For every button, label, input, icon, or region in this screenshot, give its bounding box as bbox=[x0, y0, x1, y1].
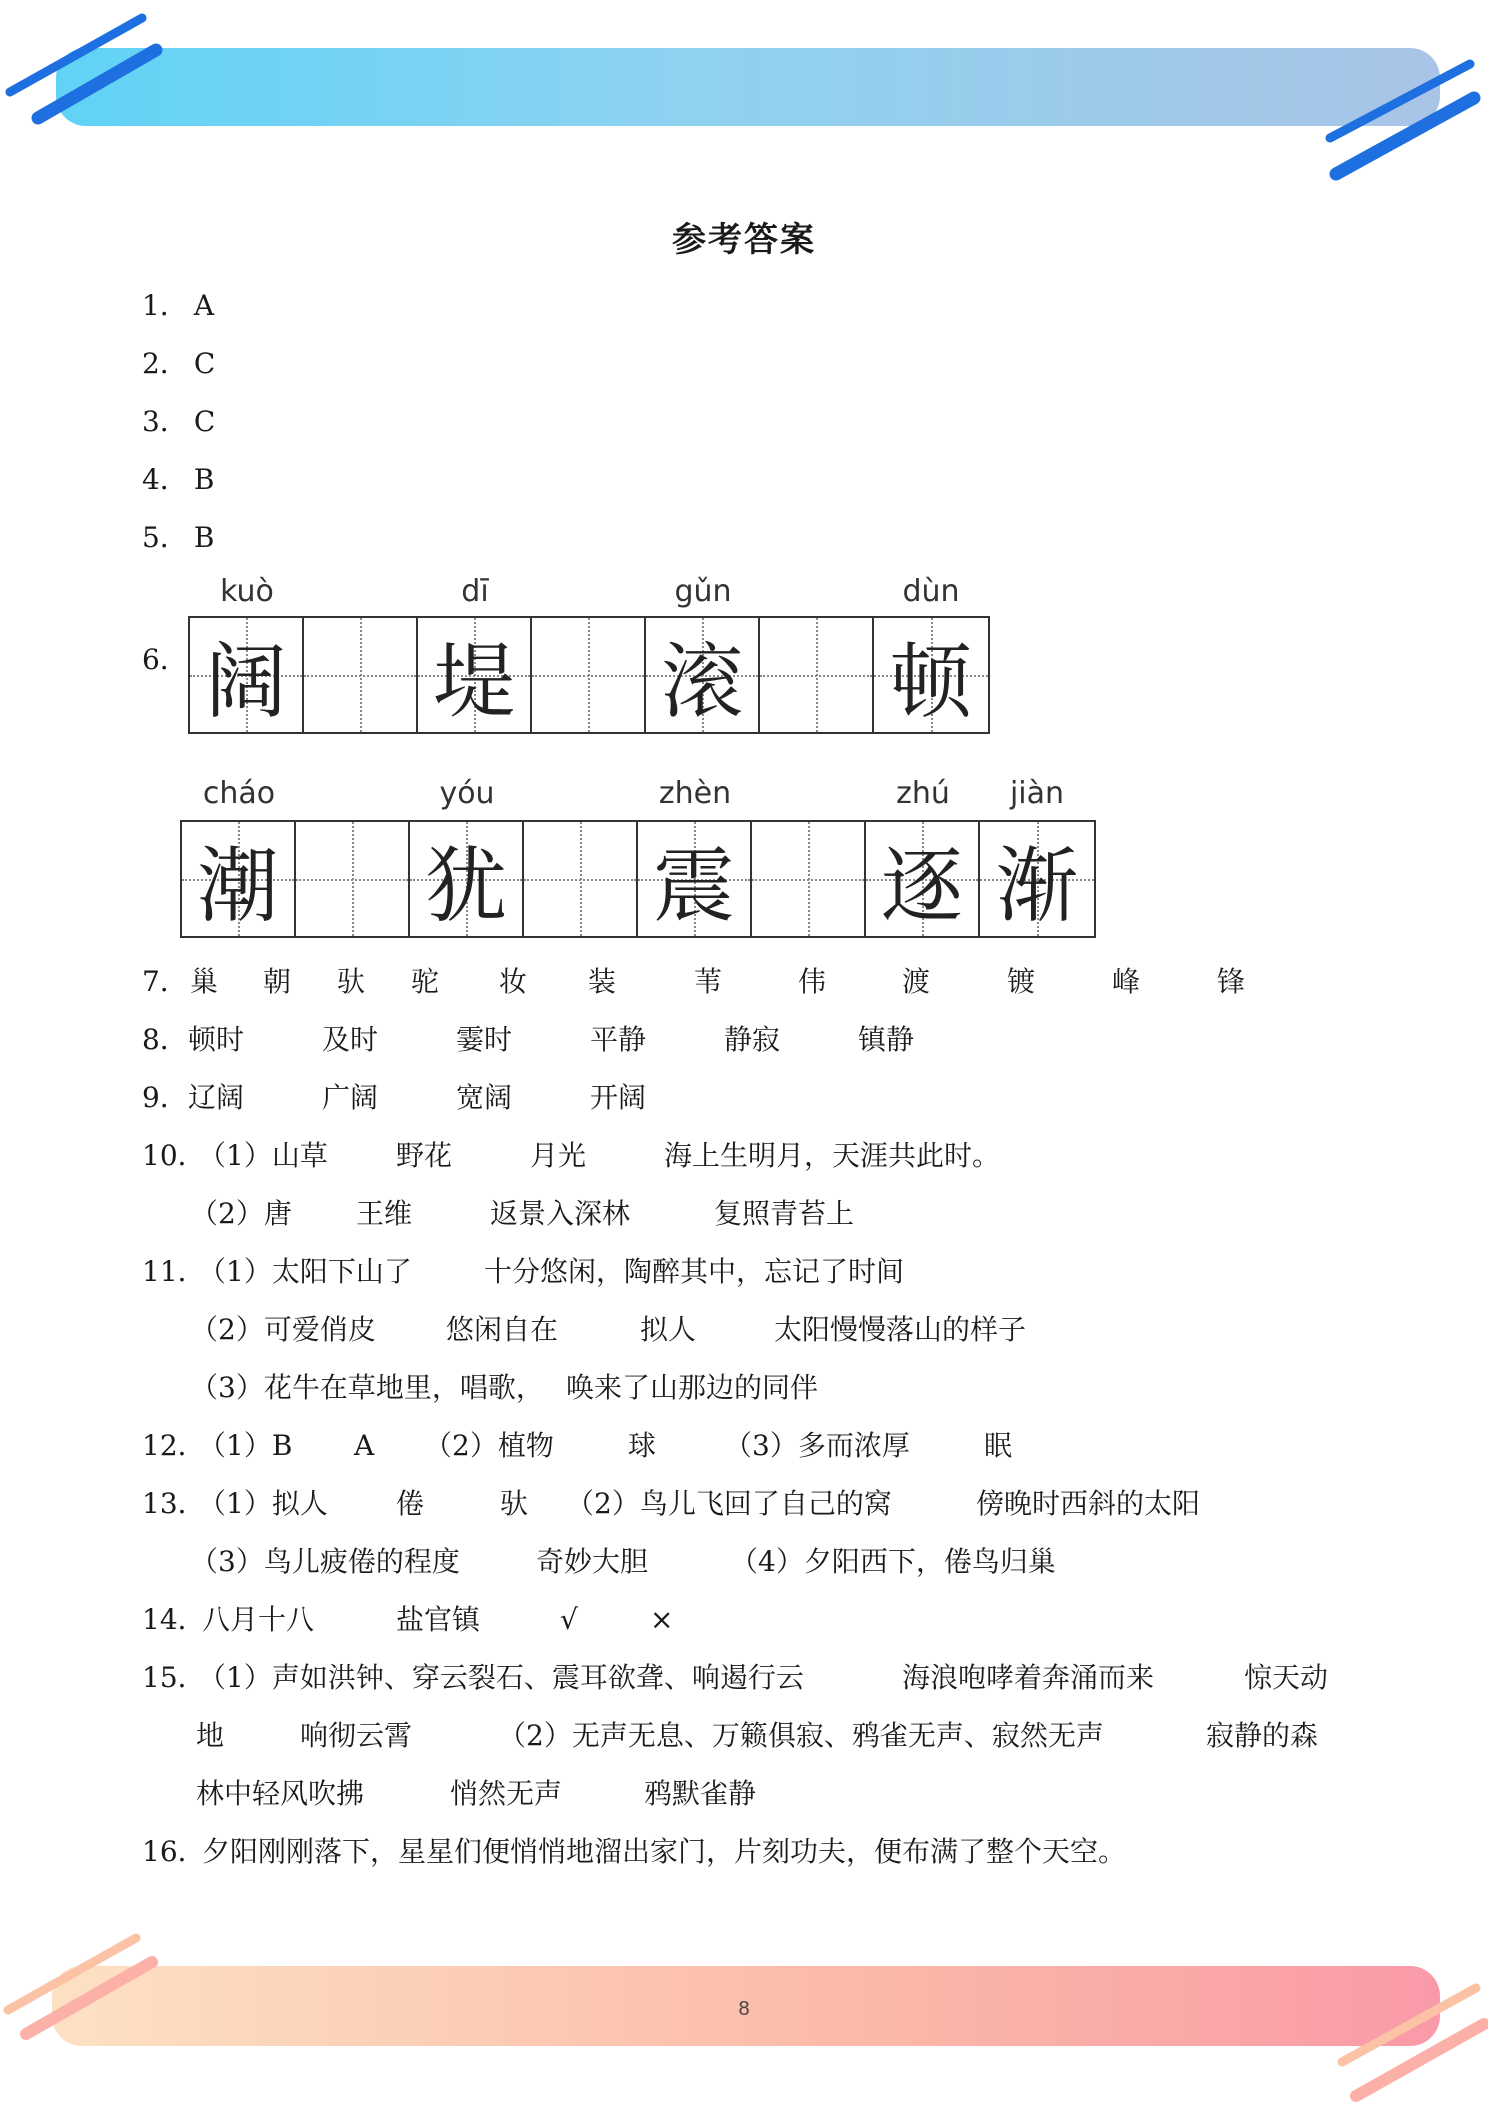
answer-item: 拟人 bbox=[640, 1313, 697, 1346]
answer-item: 倦 bbox=[396, 1487, 425, 1520]
answer-item: （2）唐 bbox=[190, 1197, 292, 1230]
answer-item: 地 bbox=[196, 1719, 225, 1752]
writing-grid-row-2 bbox=[180, 820, 1096, 938]
answer-item: 及时 bbox=[322, 1023, 379, 1056]
grid-cell: 堤 bbox=[418, 618, 532, 732]
grid-cell: 逐 bbox=[866, 822, 980, 936]
answer-item: 广阔 bbox=[322, 1081, 379, 1114]
answer-item: 唤来了山那边的同伴 bbox=[566, 1371, 819, 1404]
answer-item: 平静 bbox=[590, 1023, 647, 1056]
answer-item: （3）花牛在草地里，唱歌， bbox=[190, 1371, 544, 1404]
answer-item: 月光 bbox=[530, 1139, 587, 1172]
grid-cell: 潮 bbox=[182, 822, 296, 936]
pinyin: zhú bbox=[896, 776, 950, 811]
pinyin: cháo bbox=[202, 776, 276, 811]
answer-item: 球 bbox=[628, 1429, 657, 1462]
grid-cell bbox=[296, 822, 410, 936]
answer-item: （3）鸟儿疲倦的程度 bbox=[190, 1545, 460, 1578]
answer-item: 渡 bbox=[902, 965, 931, 998]
grid-cell bbox=[760, 618, 874, 732]
answer-item: （1）山草 bbox=[198, 1139, 328, 1172]
answer-item: 霎时 bbox=[456, 1023, 513, 1056]
answer-item: （1）B bbox=[198, 1429, 293, 1462]
answer-item: 鸦默雀静 bbox=[644, 1777, 757, 1810]
grid-cell bbox=[304, 618, 418, 732]
grid-cell: 犹 bbox=[410, 822, 524, 936]
answer-item: 复照青苔上 bbox=[714, 1197, 855, 1230]
answer-item: 宽阔 bbox=[456, 1081, 513, 1114]
answer-item: （4）夕阳西下，倦鸟归巢 bbox=[730, 1545, 1056, 1578]
answer-item: 海上生明月，天涯共此时。 bbox=[664, 1139, 1001, 1172]
page-title: 参考答案 bbox=[672, 220, 816, 260]
answer-item: 妆 bbox=[499, 965, 528, 998]
pinyin: dī bbox=[461, 574, 489, 609]
answer-item: 苇 bbox=[694, 965, 723, 998]
answer-item: 锋 bbox=[1217, 965, 1246, 998]
answer-item: 八月十八 bbox=[202, 1603, 315, 1636]
answer-item: 太阳慢慢落山的样子 bbox=[774, 1313, 1027, 1346]
grid-cell: 滚 bbox=[646, 618, 760, 732]
answer-item: A bbox=[354, 1429, 375, 1462]
answer-item: （2）无声无息、万籁俱寂、鸦雀无声、寂然无声 bbox=[498, 1719, 1104, 1752]
grid-cell: 震 bbox=[638, 822, 752, 936]
answer-item: 镀 bbox=[1007, 965, 1036, 998]
answer-item: 夕阳刚刚落下，星星们便悄悄地溜出家门，片刻功夫，便布满了整个天空。 bbox=[202, 1835, 1127, 1868]
answer-item: 林中轻风吹拂 bbox=[196, 1777, 365, 1810]
answer-item: 眠 bbox=[984, 1429, 1013, 1462]
check-mark: √ bbox=[560, 1603, 578, 1636]
answer-item: （1）声如洪钟、穿云裂石、震耳欲聋、响遏行云 bbox=[198, 1661, 804, 1694]
pinyin: yóu bbox=[439, 776, 495, 811]
answer-item: 盐官镇 bbox=[396, 1603, 481, 1636]
writing-grid-row-1 bbox=[188, 616, 990, 734]
answer-item: 驼 bbox=[411, 965, 440, 998]
answer-item: （1）太阳下山了 bbox=[198, 1255, 412, 1288]
answer-item: 悄然无声 bbox=[450, 1777, 563, 1810]
answer-item: （2）鸟儿飞回了自己的窝 bbox=[566, 1487, 892, 1520]
answer-item: 静寂 bbox=[724, 1023, 781, 1056]
answer-item: 驮 bbox=[500, 1487, 529, 1520]
answer-item: 傍晚时西斜的太阳 bbox=[976, 1487, 1201, 1520]
answer-item: 野花 bbox=[396, 1139, 453, 1172]
grid-cell: 阔 bbox=[190, 618, 304, 732]
answer-item: 装 bbox=[588, 965, 617, 998]
answer-item: 开阔 bbox=[590, 1081, 647, 1114]
cross-mark: × bbox=[650, 1603, 674, 1636]
answer-item: 悠闲自在 bbox=[446, 1313, 559, 1346]
answer-item: 惊天动 bbox=[1244, 1661, 1329, 1694]
answer-item: 顿时 bbox=[188, 1023, 245, 1056]
answer-item: 返景入深林 bbox=[490, 1197, 631, 1230]
answer-item: 响彻云霄 bbox=[300, 1719, 413, 1752]
grid-cell bbox=[532, 618, 646, 732]
grid-cell: 渐 bbox=[980, 822, 1094, 936]
answer-item: 峰 bbox=[1112, 965, 1141, 998]
pinyin: gǔn bbox=[674, 574, 732, 609]
answer-item: 十分悠闲，陶醉其中，忘记了时间 bbox=[484, 1255, 905, 1288]
answer-item: 镇静 bbox=[858, 1023, 915, 1056]
answer-item: 巢 bbox=[190, 965, 219, 998]
answer-item: 海浪咆哮着奔涌而来 bbox=[902, 1661, 1155, 1694]
answer-item: 朝 bbox=[263, 965, 292, 998]
pinyin: kuò bbox=[220, 574, 274, 609]
answer-item: （2）植物 bbox=[424, 1429, 554, 1462]
answer-item: 驮 bbox=[337, 965, 366, 998]
answer-item: （3）多而浓厚 bbox=[724, 1429, 910, 1462]
pinyin: dùn bbox=[902, 574, 960, 609]
answer-item: 寂静的森 bbox=[1206, 1719, 1319, 1752]
answer-item: （2）可爱俏皮 bbox=[190, 1313, 376, 1346]
answer-2: 2． C bbox=[142, 347, 216, 380]
answer-item: 辽阔 bbox=[188, 1081, 245, 1114]
pinyin: jiàn bbox=[1009, 776, 1065, 811]
answer-item: 奇妙大胆 bbox=[536, 1545, 649, 1578]
answer-item: 王维 bbox=[356, 1197, 413, 1230]
answer-4: 4． B bbox=[142, 463, 215, 496]
answer-6-number: 6． bbox=[142, 643, 188, 676]
grid-cell: 顿 bbox=[874, 618, 988, 732]
grid-cell bbox=[524, 822, 638, 936]
pinyin: zhèn bbox=[658, 776, 732, 811]
answer-item: （1）拟人 bbox=[198, 1487, 328, 1520]
answer-3: 3． C bbox=[142, 405, 216, 438]
answer-item: 伟 bbox=[798, 965, 827, 998]
answer-5: 5． B bbox=[142, 521, 215, 554]
answer-1: 1． A bbox=[142, 289, 215, 322]
page-number: 8 bbox=[738, 1998, 750, 2020]
grid-cell bbox=[752, 822, 866, 936]
